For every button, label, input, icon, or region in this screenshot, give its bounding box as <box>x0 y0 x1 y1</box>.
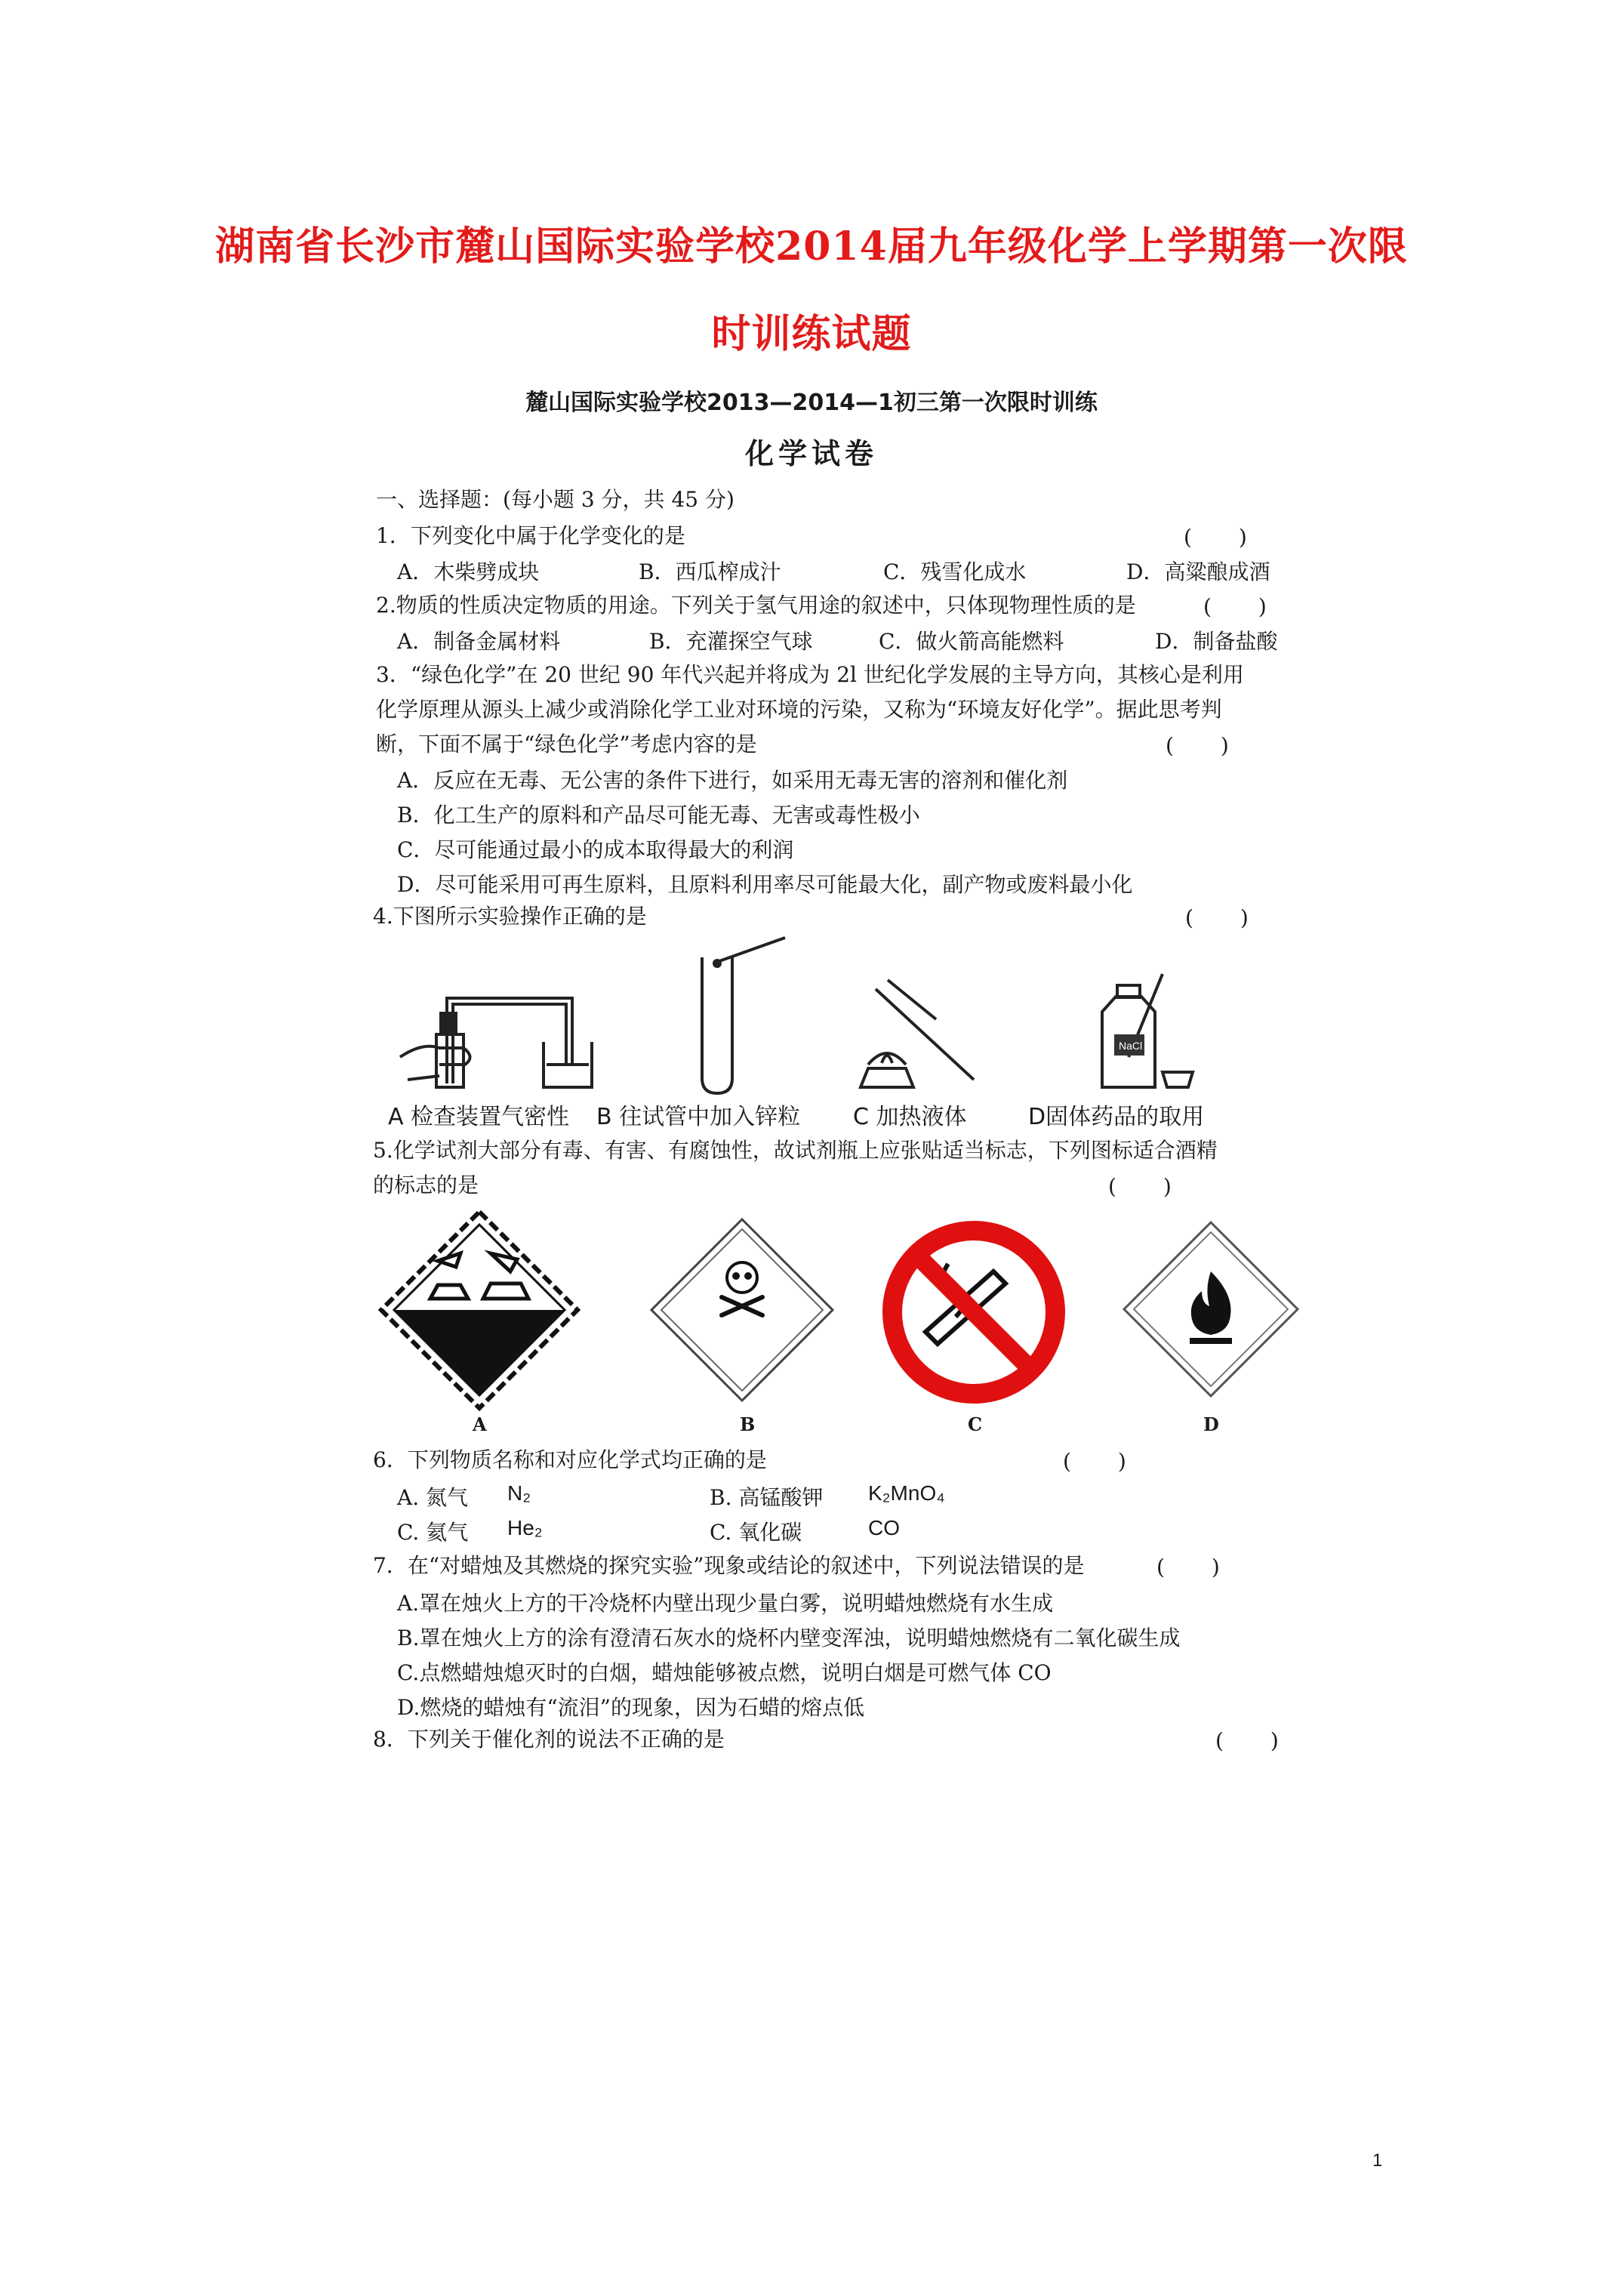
q7-answer-paren: ( ) <box>1156 1555 1221 1579</box>
q2-option-d: D．制备盐酸 <box>1155 629 1278 654</box>
q4-caption-d: D固体药品的取用 <box>1028 1104 1205 1130</box>
q2-option-c: C．做火箭高能燃料 <box>879 629 1064 654</box>
q6-option-c-formula: He₂ <box>507 1516 543 1539</box>
q7-option-d: D.燃烧的蜡烛有“流泪”的现象，因为石蜡的熔点低 <box>397 1695 864 1720</box>
q5-sign-d-flammable <box>1120 1219 1301 1400</box>
q5-sign-c-no-smoking <box>880 1219 1067 1406</box>
section-heading: 一、选择题：(每小题 3 分，共 45 分) <box>376 487 735 512</box>
q4-figure-d-reagent-bottle <box>1087 966 1200 1095</box>
q1-option-b: B．西瓜榨成汁 <box>639 559 781 584</box>
q3-option-a: A．反应在无毒、无公害的条件下进行，如采用无毒无害的溶剂和催化剂 <box>397 768 1068 793</box>
q5-stem-line1: 5.化学试剂大部分有毒、有害、有腐蚀性，故试剂瓶上应张贴适当标志，下列图标适合酒精 <box>373 1138 1218 1163</box>
q2-stem: 2.物质的性质决定物质的用途。下列关于氢气用途的叙述中，只体现物理性质的是 <box>376 593 1136 618</box>
q5-answer-paren: ( ) <box>1108 1174 1173 1199</box>
q4-answer-paren: ( ) <box>1185 905 1250 930</box>
q7-option-b: B.罩在烛火上方的涂有澄清石灰水的烧杯内壁变浑浊，说明蜡烛燃烧有二氧化碳生成 <box>397 1626 1181 1650</box>
school-exam-line: 麓山国际实验学校2013—2014—1初三第一次限时训练 <box>525 390 1098 416</box>
q4-figure-a-airtightness-check <box>393 951 596 1095</box>
paper-name: 化学试卷 <box>744 437 878 470</box>
q4-bottle-label: NaCl <box>1119 1040 1143 1052</box>
q5-label-b: B <box>740 1413 756 1435</box>
q2-option-a: A．制备金属材料 <box>397 629 561 654</box>
q6-answer-paren: ( ) <box>1063 1449 1128 1474</box>
q6-option-b-name: B. 高锰酸钾 <box>710 1485 824 1510</box>
q5-label-a: A <box>473 1413 487 1435</box>
q1-option-c: C．残雪化成水 <box>883 559 1027 584</box>
q7-option-c: C.点燃蜡烛熄灭时的白烟，蜡烛能够被点燃，说明白烟是可燃气体 CO <box>397 1660 1052 1685</box>
q6-option-a-name: A. 氮气 <box>397 1485 469 1510</box>
page-number: 1 <box>1372 2150 1383 2171</box>
q6-option-b-formula: K₂MnO₄ <box>868 1481 945 1505</box>
q4-figure-c-heating-liquid <box>845 974 981 1095</box>
q5-label-d: D <box>1203 1413 1219 1435</box>
q1-option-a: A．木柴劈成块 <box>397 559 540 584</box>
q5-sign-b-toxic <box>648 1216 836 1404</box>
q1-option-d: D．高粱酿成酒 <box>1126 559 1270 584</box>
q3-stem-line1: 3．“绿色化学”在 20 世纪 90 年代兴起并将成为 2l 世纪化学发展的主导方向，其核心是利用 <box>376 662 1244 687</box>
q1-answer-paren: ( ) <box>1184 525 1249 550</box>
q4-caption-c: C 加热液体 <box>853 1104 967 1130</box>
q6-stem: 6．下列物质名称和对应化学式均正确的是 <box>373 1447 767 1472</box>
q2-answer-paren: ( ) <box>1203 594 1268 619</box>
q6-option-c-name: C. 氦气 <box>397 1520 469 1545</box>
q6-option-a-formula: N₂ <box>507 1481 531 1505</box>
q8-stem: 8．下列关于催化剂的说法不正确的是 <box>373 1727 725 1752</box>
q5-label-c: C <box>968 1413 983 1435</box>
q3-option-d: D．尽可能采用可再生原料，且原料利用率尽可能最大化，副产物或废料最小化 <box>397 872 1133 897</box>
q3-stem-line2: 化学原理从源头上减少或消除化学工业对环境的污染，又称为“环境友好化学”。据此思考判 <box>376 697 1222 722</box>
q8-answer-paren: ( ) <box>1215 1728 1280 1753</box>
q3-stem-line3: 断，下面不属于“绿色化学”考虑内容的是 <box>376 732 757 757</box>
q4-figure-b-test-tube <box>694 935 793 1101</box>
q4-caption-a: A 检查装置气密性 <box>388 1104 570 1130</box>
q3-option-b: B．化工生产的原料和产品尽可能无毒、无害或毒性极小 <box>397 803 920 827</box>
q6-option-d-formula: CO <box>868 1516 900 1539</box>
q5-stem-line2: 的标志的是 <box>373 1173 479 1197</box>
document-title-line2: 时训练试题 <box>711 311 912 357</box>
q3-answer-paren: ( ) <box>1166 733 1230 758</box>
q4-caption-b: B 往试管中加入锌粒 <box>596 1104 801 1130</box>
document-title-line1: 湖南省长沙市麓山国际实验学校2014届九年级化学上学期第一次限 <box>215 223 1408 270</box>
q2-option-b: B．充灌探空气球 <box>649 629 813 654</box>
q5-sign-a-corrosive <box>377 1208 581 1412</box>
q6-option-d-name: C. 氧化碳 <box>710 1520 802 1545</box>
q4-stem: 4.下图所示实验操作正确的是 <box>373 904 647 929</box>
q7-stem: 7．在“对蜡烛及其燃烧的探究实验”现象或结论的叙述中，下列说法错误的是 <box>373 1553 1085 1578</box>
q7-option-a: A.罩在烛火上方的干冷烧杯内壁出现少量白雾，说明蜡烛燃烧有水生成 <box>397 1591 1054 1616</box>
q3-option-c: C．尽可能通过最小的成本取得最大的利润 <box>397 837 794 862</box>
q1-stem: 1．下列变化中属于化学变化的是 <box>376 523 685 548</box>
